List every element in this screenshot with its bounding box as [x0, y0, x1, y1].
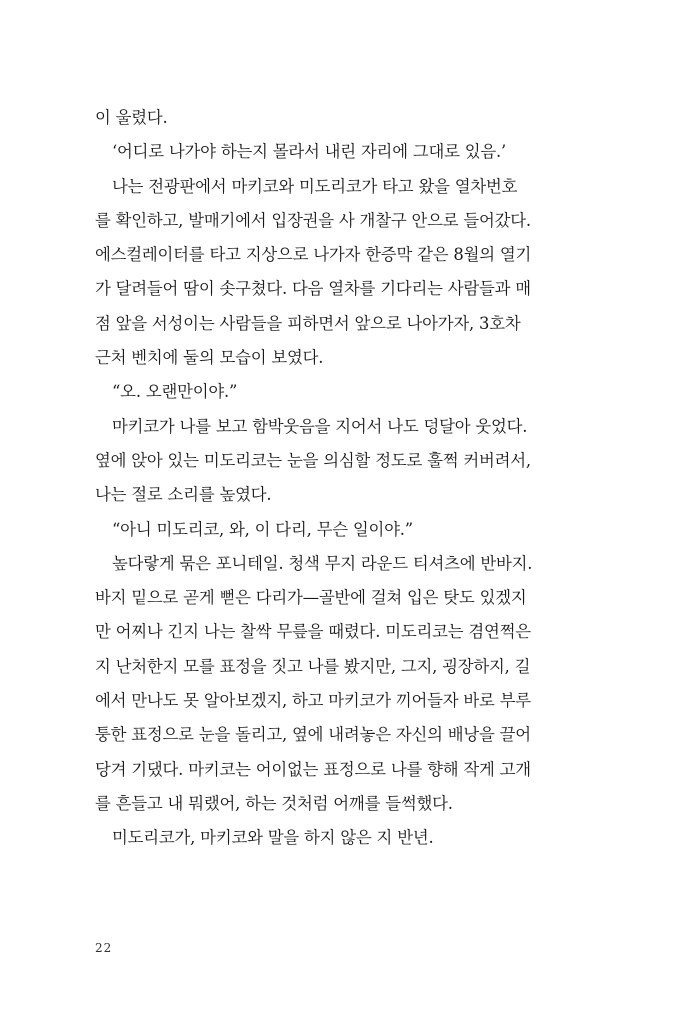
text-line: 높다랗게 묶은 포니테일. 청색 무지 라운드 티셔츠에 반바지.: [112, 553, 533, 573]
text-line: 나는 절로 소리를 높였다.: [95, 485, 272, 505]
text-line: 미도리코가, 마키코와 말을 하지 않은 지 반년.: [112, 828, 434, 848]
text-line: 당겨 기댔다. 마키코는 어이없는 표정으로 나를 향해 작게 고개: [95, 759, 531, 779]
text-line: 점 앞을 서성이는 사람들을 피하면서 앞으로 나아가자, 3호차: [95, 313, 521, 333]
text-line: “오. 오랜만이야.”: [112, 382, 238, 402]
text-line: 가 달려들어 땀이 솟구쳤다. 다음 열차를 기다리는 사람들과 매: [95, 279, 531, 299]
text-line: 지 난처한지 모를 표정을 짓고 나를 봤지만, 그지, 굉장하지, 길: [95, 656, 531, 676]
text-line: 를 확인하고, 발매기에서 입장권을 사 개찰구 안으로 들어갔다.: [95, 210, 531, 230]
text-line: 바지 밑으로 곧게 뻗은 다리가—골반에 걸쳐 입은 탓도 있겠지: [95, 588, 527, 608]
page-number: 22: [95, 941, 113, 955]
page-body: [95, 101, 603, 856]
text-line: 퉁한 표정으로 눈을 돌리고, 옆에 내려놓은 자신의 배낭을 끌어: [95, 725, 531, 745]
text-line: 나는 전광판에서 마키코와 미도리코가 타고 왔을 열차번호: [112, 176, 518, 196]
text-line: 이 울렸다.: [95, 108, 168, 127]
text-line: 만 어찌나 긴지 나는 찰싹 무릎을 때렸다. 미도리코는 겸연쩍은: [95, 622, 531, 642]
text-line: ‘어디로 나가야 하는지 몰라서 내린 자리에 그대로 있음.’: [112, 142, 507, 162]
text-line: 근처 벤치에 둘의 모습이 보였다.: [95, 348, 324, 368]
text-line: 에스컬레이터를 타고 지상으로 나가자 한증막 같은 8월의 열기: [95, 245, 532, 265]
text-line: 옆에 앉아 있는 미도리코는 눈을 의심할 정도로 훌쩍 커버려서,: [95, 450, 531, 470]
text-line: 마키코가 나를 보고 함박웃음을 지어서 나도 덩달아 웃었다.: [112, 416, 528, 436]
text-line: “아니 미도리코, 와, 이 다리, 무슨 일이야.”: [112, 519, 413, 539]
text-line: 를 흔들고 내 뭐랬어, 하는 것처럼 어깨를 들썩했다.: [95, 793, 453, 813]
text-line: 에서 만나도 못 알아보겠지, 하고 마키코가 끼어들자 바로 부루: [95, 691, 531, 711]
